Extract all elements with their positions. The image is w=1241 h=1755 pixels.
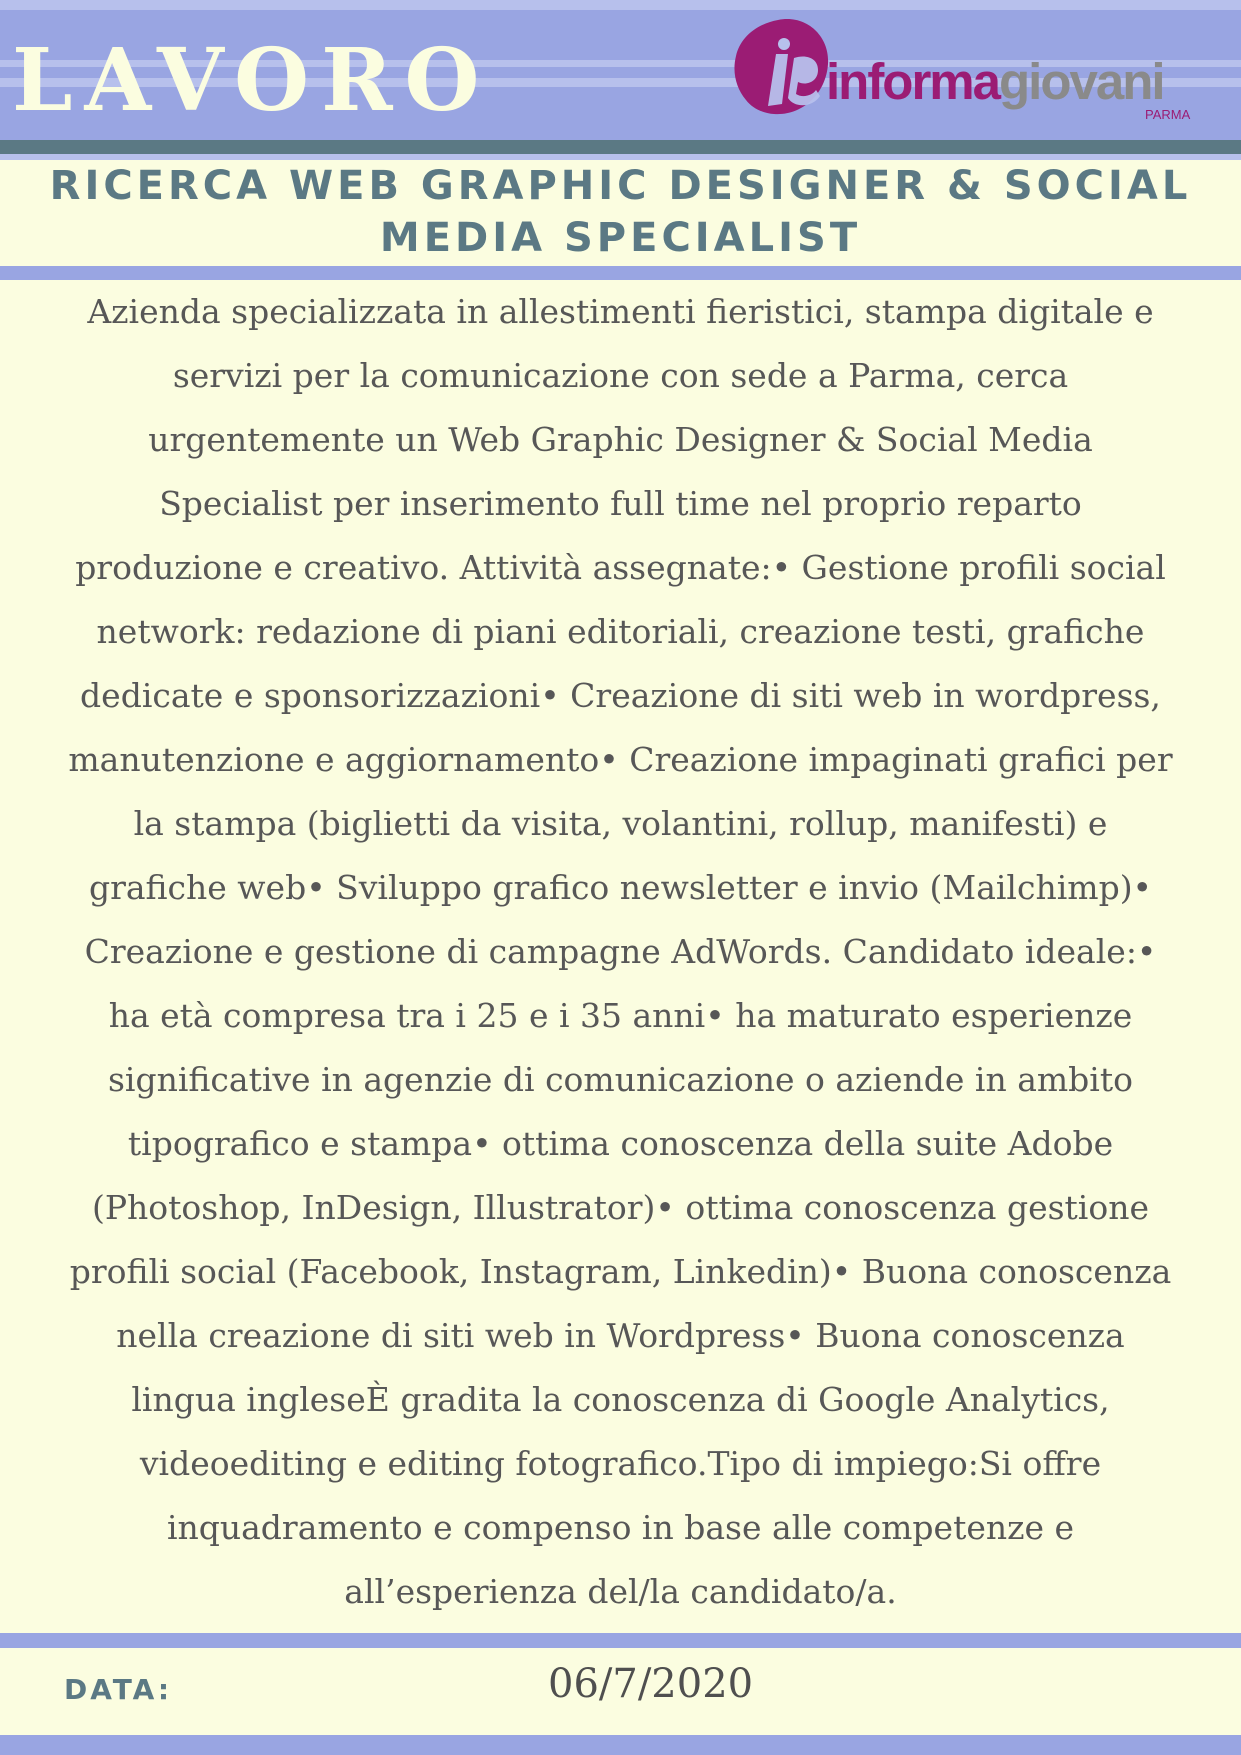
header-divider (0, 140, 1241, 154)
date-label: DATA: (64, 1673, 173, 1706)
description-line: all’esperienza del/la candidato/a. (344, 1572, 897, 1611)
description-line: Creazione e gestione di campagne AdWords. Candidato ideale:• (84, 932, 1157, 971)
description-line: produzione e creativo. Attività assegnate:• Gestione profili social (75, 548, 1166, 587)
description-line: Specialist per inserimento full time nel proprio reparto (159, 484, 1082, 523)
description-line: inquadramento e compenso in base alle competenze e (166, 1508, 1075, 1547)
description-line: servizi per la comunicazione con sede a Parma, cerca (172, 356, 1069, 395)
divider-band (0, 266, 1241, 280)
ig-logo-icon (732, 16, 832, 120)
job-title: RICERCA WEB GRAPHIC DESIGNER & SOCIAL MEDIA SPECIALIST (49, 163, 1192, 261)
description-line: dedicate e sponsorizzazioni• Creazione di siti web in wordpress, (80, 676, 1161, 715)
description-line: nella creazione di siti web in Wordpress• Buona conoscenza (116, 1316, 1125, 1355)
section-title: LAVORO (12, 30, 492, 131)
description-line: network: redazione di piani editoriali, creazione testi, grafiche (96, 612, 1145, 651)
header-stripe (0, 0, 1241, 10)
informagiovani-logo (732, 16, 1192, 126)
description-line: Azienda specializzata in allestimenti fieristici, stampa digitale e (87, 292, 1154, 331)
logo-word-informa: informa (826, 53, 1000, 110)
logo-word-giovani: giovani (999, 53, 1164, 110)
header-band (0, 0, 1241, 140)
description-line: ha età compresa tra i 25 e i 35 anni• ha maturato esperienze (108, 996, 1133, 1035)
description-line: lingua ingleseÈ gradita la conoscenza di Google Analytics, (131, 1380, 1110, 1419)
description-line: (Photoshop, InDesign, Illustrator)• ottima conoscenza gestione (91, 1188, 1150, 1227)
date-value: 06/7/2020 (548, 1661, 754, 1707)
logo-wordmark (826, 53, 1164, 110)
description-line: la stampa (biglietti da visita, volantini, rollup, manifesti) e (133, 804, 1108, 843)
description-line: profili social (Facebook, Instagram, Linkedin)• Buona conoscenza (69, 1252, 1172, 1291)
job-description (0, 280, 1241, 1624)
description-line: videoediting e editing fotografico.Tipo di impiego:Si offre (139, 1444, 1102, 1483)
description-line: urgentemente un Web Graphic Designer & Social Media (148, 420, 1093, 459)
description-line: significative in agenzie di comunicazione o aziende in ambito (108, 1060, 1133, 1099)
divider-band (0, 1633, 1241, 1648)
description-line: manutenzione e aggiornamento• Creazione impaginati grafici per (68, 740, 1173, 779)
description-line: tipografico e stampa• ottima conoscenza della suite Adobe (127, 1124, 1114, 1163)
footer-band (0, 1735, 1241, 1755)
description-line: grafiche web• Sviluppo grafico newsletter e invio (Mailchimp)• (88, 868, 1153, 907)
logo-city: PARMA (1145, 107, 1191, 122)
